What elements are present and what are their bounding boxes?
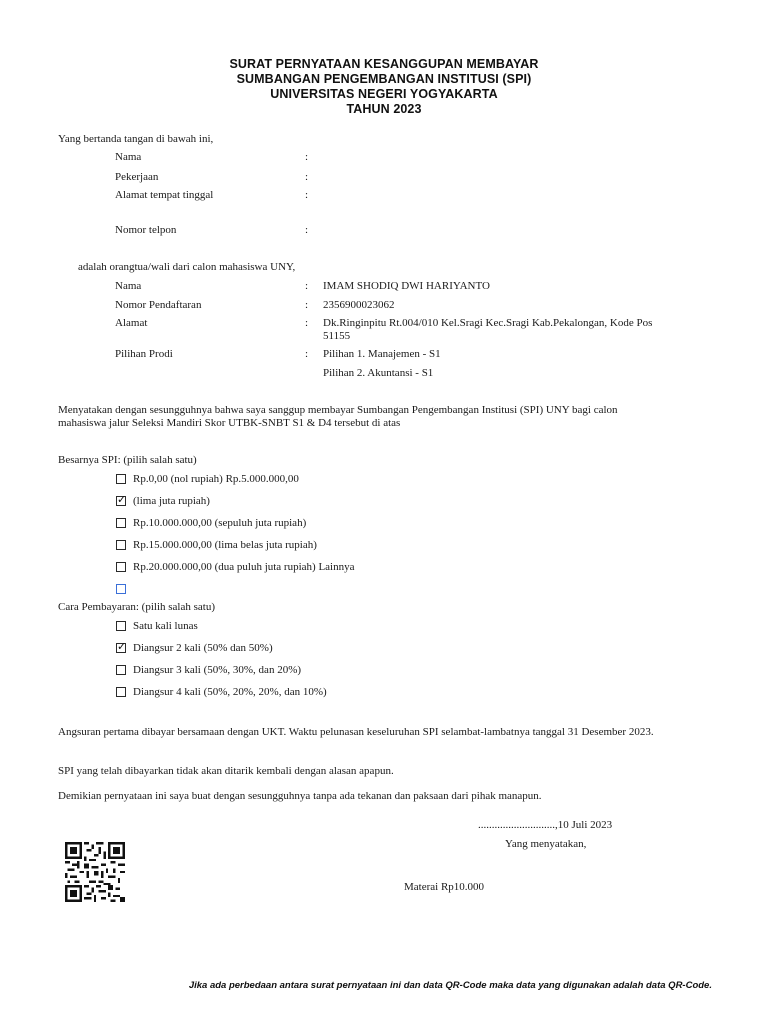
payment-heading: Cara Pembayaran: (pilih salah satu) (58, 601, 216, 613)
spi-checkbox[interactable] (116, 540, 126, 550)
payment-option-label: Diangsur 4 kali (50%, 20%, 20%, dan 10%) (133, 686, 327, 698)
title-line-2: SUMBANGAN PENGEMBANGAN INSTITUSI (SPI) (236, 72, 532, 86)
colon: : (305, 151, 309, 163)
student-address-value-2: 51155 (323, 330, 351, 342)
check-icon: ✓ (117, 493, 127, 506)
installment-note: Angsuran pertama dibayar bersamaan dengan UKT. Waktu pelunasan keseluruhan SPI selambat-lambatnya tanggal 31 Desember 2023. (58, 726, 654, 738)
spi-option-label: Rp.0,00 (nol rupiah) Rp.5.000.000,00 (133, 473, 299, 485)
payment-checkbox[interactable] (116, 687, 126, 697)
student-address-label: Alamat (115, 317, 148, 329)
student-name-value: IMAM SHODIQ DWI HARIYANTO (323, 280, 490, 292)
signer-caption: Yang menyatakan, (505, 838, 587, 850)
intro-text: Yang bertanda tangan di bawah ini, (58, 133, 214, 145)
check-icon: ✓ (117, 640, 127, 653)
signer-job-label: Pekerjaan (115, 171, 159, 183)
refund-note: SPI yang telah dibayarkan tidak akan ditarik kembali dengan alasan apapun. (58, 765, 394, 777)
payment-option-label: Satu kali lunas (133, 620, 198, 632)
statement-text: Menyatakan dengan sesungguhnya bahwa saya sanggup membayar Sumbangan Pengembangan Institusi (SPI) UNY bagi calon mahasiswa jalur Seleksi Mandiri Skor UTBK-SNBT S1 & D4 tersebut di atas (58, 404, 618, 429)
spi-checkbox[interactable] (116, 562, 126, 572)
student-prodi-label: Pilihan Prodi (115, 348, 173, 360)
guardian-line: adalah orangtua/wali dari calon mahasiswa UNY, (78, 261, 296, 273)
signer-address-label: Alamat tempat tinggal (115, 189, 214, 201)
spi-heading: Besarnya SPI: (pilih salah satu) (58, 454, 197, 466)
signature-date: ............................,10 Juli 2023 (478, 819, 613, 831)
colon: : (305, 171, 309, 183)
closing-note: Demikian pernyataan ini saya buat dengan sesungguhnya tanpa ada tekanan dan paksaan dari pihak manapun. (58, 790, 542, 802)
spi-option-label: Rp.10.000.000,00 (sepuluh juta rupiah) (133, 517, 307, 529)
payment-option-label: Diangsur 3 kali (50%, 30%, dan 20%) (133, 664, 302, 676)
title-line-1: SURAT PERNYATAAN KESANGGUPAN MEMBAYAR (229, 57, 539, 71)
colon: : (305, 224, 309, 236)
signer-phone-label: Nomor telpon (115, 224, 177, 236)
colon: : (305, 299, 309, 311)
colon: : (305, 280, 309, 292)
spi-option-label: (lima juta rupiah) (133, 495, 210, 507)
colon: : (305, 317, 309, 329)
student-address-value-1: Dk.Ringinpitu Rt.004/010 Kel.Sragi Kec.Sragi Kab.Pekalongan, Kode Pos (323, 317, 653, 329)
signer-name-label: Nama (115, 151, 142, 163)
spi-checkbox[interactable] (116, 493, 127, 506)
colon: : (305, 189, 309, 201)
payment-checkbox[interactable] (116, 621, 126, 631)
student-name-label: Nama (115, 280, 142, 292)
student-prodi-1: Pilihan 1. Manajemen - S1 (323, 348, 441, 360)
spi-other-checkbox[interactable] (116, 584, 126, 594)
spi-option-label: Rp.20.000.000,00 (dua puluh juta rupiah) Lainnya (133, 561, 355, 573)
title-line-4: TAHUN 2023 (346, 102, 422, 116)
spi-checkbox[interactable] (116, 474, 126, 484)
spi-checkbox[interactable] (116, 518, 126, 528)
student-reg-value: 2356900023062 (323, 299, 395, 311)
colon: : (305, 348, 309, 360)
spi-option-label: Rp.15.000.000,00 (lima belas juta rupiah) (133, 539, 317, 551)
stamp-label: Materai Rp10.000 (404, 881, 485, 893)
student-prodi-2: Pilihan 2. Akuntansi - S1 (323, 367, 434, 379)
payment-option-label: Diangsur 2 kali (50% dan 50%) (133, 642, 273, 654)
payment-checkbox[interactable] (116, 665, 126, 675)
student-reg-label: Nomor Pendaftaran (115, 299, 202, 311)
qr-code-image (64, 842, 126, 902)
title-line-3: UNIVERSITAS NEGERI YOGYAKARTA (270, 87, 498, 101)
payment-checkbox[interactable] (116, 640, 127, 653)
footer-note: Jika ada perbedaan antara surat pernyataan ini dan data QR-Code maka data yang digunakan adalah data QR-Code. (188, 980, 712, 991)
